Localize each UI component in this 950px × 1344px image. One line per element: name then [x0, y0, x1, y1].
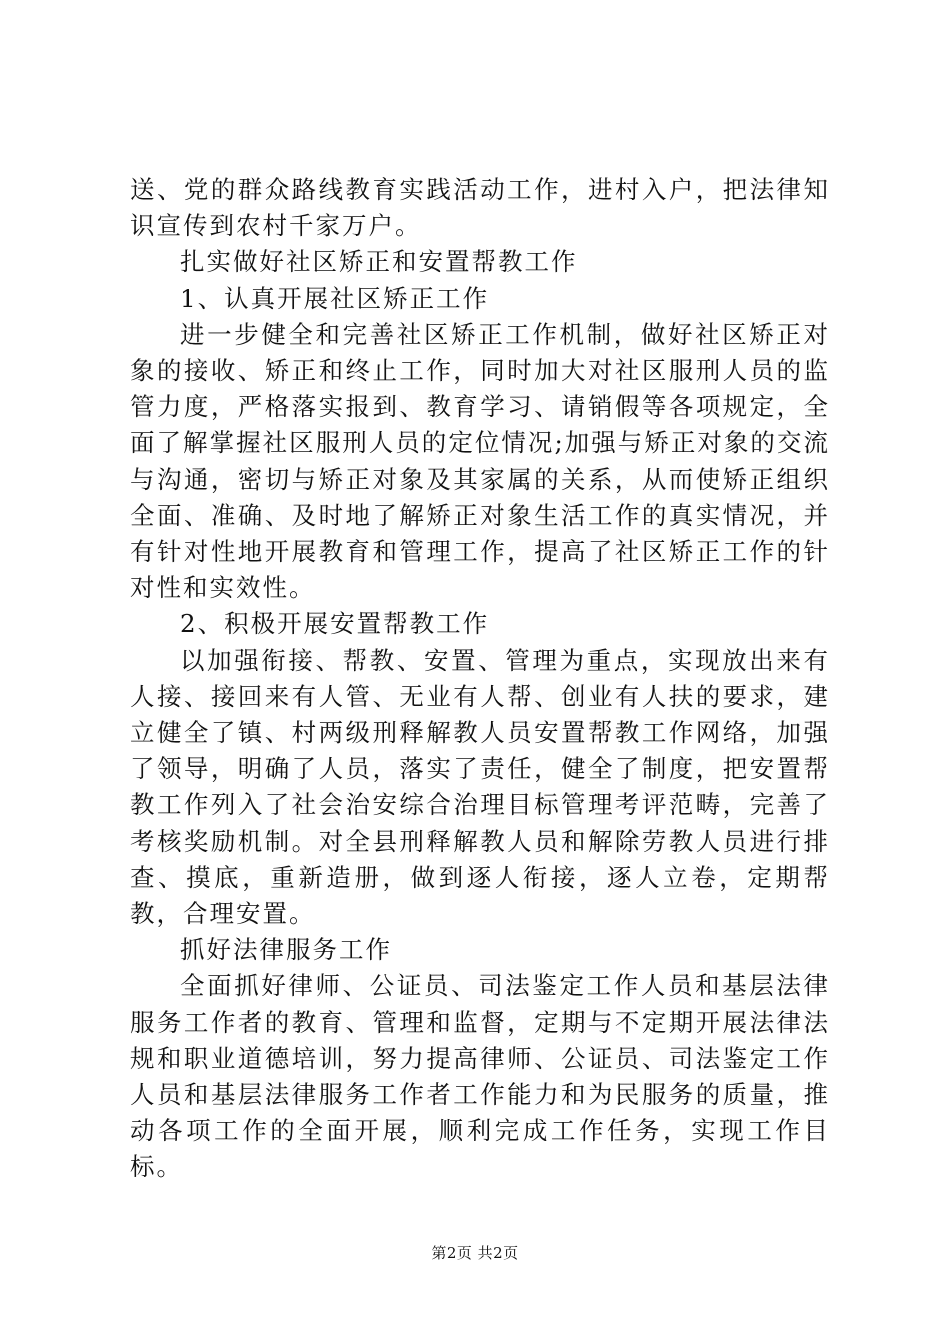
- paragraph-resettlement: 以加强衔接、帮教、安置、管理为重点，实现放出来有人接、接回来有人管、无业有人帮、创业有人扶的要求，建立健全了镇、村两级刑释解教人员安置帮教工作网络，加强了领导，明确了人员，落实了责任，健全了制度，把安置帮教工作列入了社会治安综合治理目标管理考评范畴，完善了考核奖励机制。对全县刑释解教人员和解除劳教人员进行排查、摸底，重新造册，做到逐人衔接，逐人立卷，定期帮教，合理安置。: [130, 645, 830, 929]
- document-body: [130, 172, 830, 1186]
- section-heading-legal-services: 抓好法律服务工作: [180, 935, 392, 965]
- subheading-resettlement: 2、积极开展安置帮教工作: [180, 609, 490, 639]
- page-number-footer: 第2页 共2页: [431, 1244, 519, 1262]
- paragraph-legal-services: 全面抓好律师、公证员、司法鉴定工作人员和基层法律服务工作者的教育、管理和监督，定期与不定期开展法律法规和职业道德培训，努力提高律师、公证员、司法鉴定工作人员和基层法律服务工作者工作能力和为民服务的质量，推动各项工作的全面开展，顺利完成工作任务，实现工作目标。: [130, 971, 830, 1182]
- subheading-community-correction: 1、认真开展社区矫正工作: [180, 283, 490, 313]
- paragraph-continued: 送、党的群众路线教育实践活动工作，进村入户，把法律知识宣传到农村千家万户。: [130, 175, 830, 241]
- paragraph-community-correction: 进一步健全和完善社区矫正工作机制，做好社区矫正对象的接收、矫正和终止工作，同时加大对社区服刑人员的监管力度，严格落实报到、教育学习、请销假等各项规定，全面了解掌握社区服刑人员的定位情况;加强与矫正对象的交流与沟通，密切与矫正对象及其家属的关系，从而使矫正组织全面、准确、及时地了解矫正对象生活工作的真实情况，并有针对性地开展教育和管理工作，提高了社区矫正工作的针对性和实效性。: [130, 319, 830, 603]
- section-heading-community-correction: 扎实做好社区矫正和安置帮教工作: [180, 247, 578, 277]
